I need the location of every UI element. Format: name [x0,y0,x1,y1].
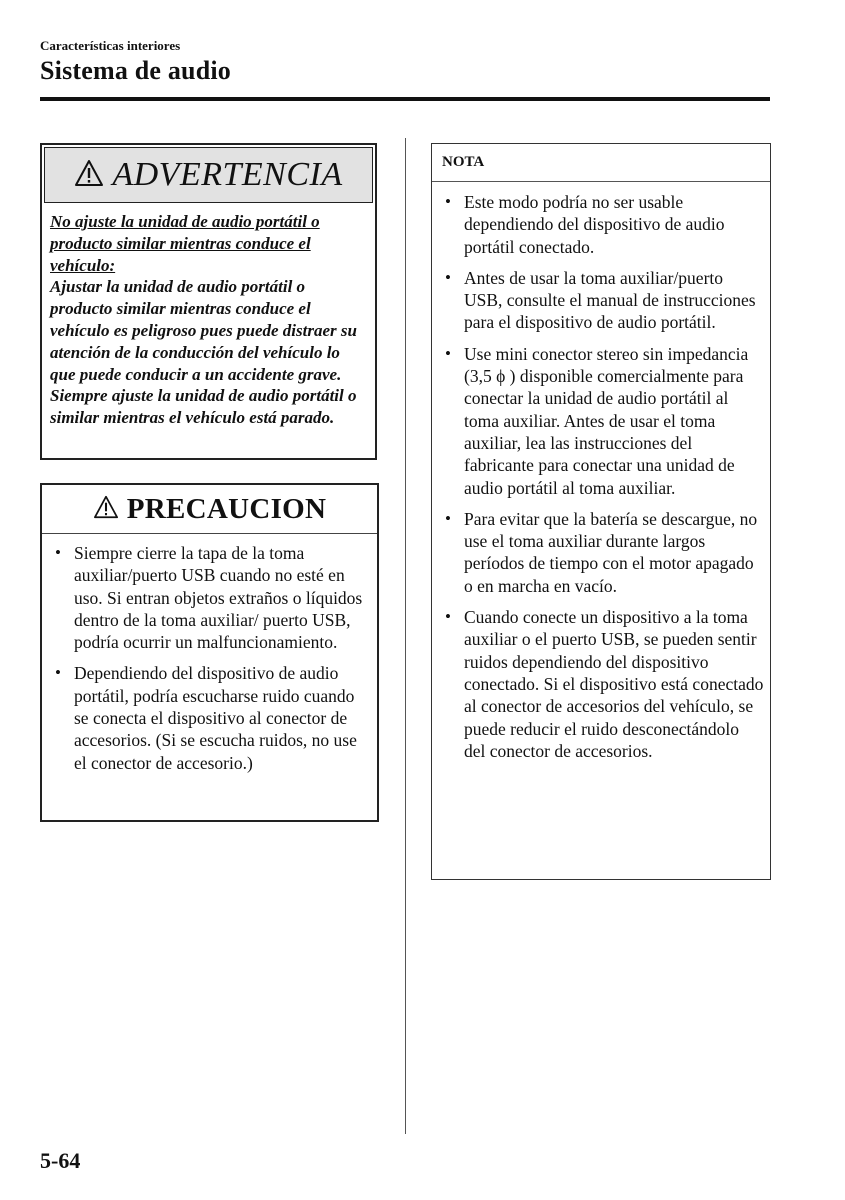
note-body [432,182,770,762]
list-item [442,606,764,762]
warning-heading: ADVERTENCIA [112,156,343,193]
caution-item-text: Dependiendo del dispositivo de audio portátil, podría escucharse ruido cuando se conecta el dispositivo al conector de accesorios. (Si se escucha ruidos, no use el conector de accesorio.) [74,663,357,773]
note-item-text: Para evitar que la batería se descargue, no use el toma auxiliar durante largos períodos de tiempo con el motor apagado o en marcha en vacío. [464,508,758,596]
bullet-icon: • [445,192,451,211]
bullet-icon: • [55,663,61,683]
bullet-icon: • [445,267,451,287]
note-list [442,191,764,762]
warning-lead: No ajuste la unidad de audio portátil o producto similar mientras conduce el vehículo: [50,212,320,275]
caution-item-text: Siempre cierre la tapa de la toma auxiliar/puerto USB cuando no esté en uso. Si entran objetos extraños o líquidos dentro de la toma auxiliar/ puerto USB, podría ocurrir un malfuncionamiento. [74,543,363,653]
page-title: Sistema de audio [40,56,232,85]
note-item-text: Cuando conecte un dispositivo a la toma auxiliar o el puerto USB, se pueden sentir ruidos dependiendo del dispositivo conectado. Si el dispositivo está conectado al conector de accesorios del vehículo, se puede reducir el ruido desconectándolo del conector de accesorios. [464,607,764,761]
header-rule [40,97,770,101]
warning-header [44,147,373,203]
caution-header [42,485,377,534]
bullet-icon: • [445,607,451,627]
page-number: 5-64 [40,1148,81,1173]
note-item-text: Este modo podría no ser usable dependiendo del dispositivo de audio portátil conectado. [464,192,725,257]
list-item [442,343,764,499]
section-label: Características interiores [40,38,181,53]
note-item-text: Use mini conector stereo sin impedancia (3,5 ϕ ) disponible comercialmente para conectar la unidad de audio portátil al toma auxiliar. Antes de usar el toma auxiliar, lea las instrucciones del fabricante para conectar una unidad de audio portátil al toma auxiliar. [464,343,749,498]
note-heading: NOTA [432,144,770,182]
bullet-icon: • [445,508,451,528]
note-box [431,143,771,880]
list-item [442,267,764,334]
bullet-icon: • [445,343,451,363]
caution-box [40,483,379,822]
caution-body [42,534,377,774]
warning-triangle-icon [74,159,104,192]
warning-box [40,143,377,460]
list-item [52,542,371,653]
note-item-text: Antes de usar la toma auxiliar/puerto USB, consulte el manual de instrucciones para el dispositivo de audio portátil. [464,267,756,333]
list-item [442,191,764,258]
warning-text: Ajustar la unidad de audio portátil o producto similar mientras conduce el vehículo es peligroso pues puede distraer su atención de la conducción del vehículo lo que puede conducir a un accidente grave. Siempre ajuste la unidad de audio portátil o similar mientras el vehículo está parado. [50,277,357,428]
list-item [442,508,764,597]
column-divider [405,138,406,1134]
warning-body [42,205,375,429]
list-item [52,662,371,773]
warning-triangle-icon [93,495,119,524]
caution-heading: PRECAUCION [126,492,327,525]
bullet-icon: • [55,543,61,562]
caution-list [52,542,371,774]
